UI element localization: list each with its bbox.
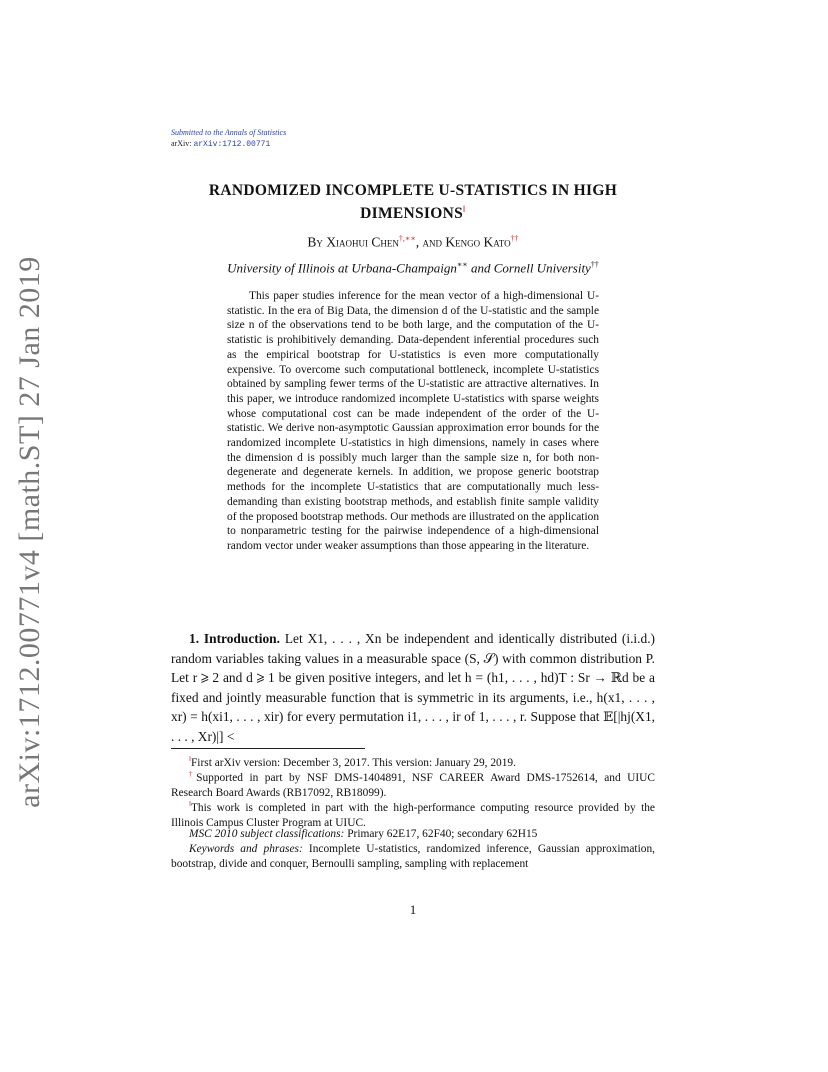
footnote-text: Supported in part by NSF DMS-1404891, NSF CAREER Award DMS-1752614, and UIUC Research Board Awards (RB17092, RB18099). [171, 771, 655, 799]
footnote-item [171, 797, 655, 831]
footnote-text: First arXiv version: December 3, 2017. This version: January 29, 2019. [190, 756, 516, 769]
affiliation-name: Cornell University [493, 260, 591, 276]
arxiv-id-link[interactable]: arXiv:1712.00771 [193, 140, 271, 149]
footnote-text: This work is completed in part with the high-performance computing resource provided by the Illinois Campus Cluster Program at UIUC. [171, 801, 655, 829]
title-line-2 [171, 200, 655, 223]
footnote [171, 797, 655, 831]
introduction-paragraph [171, 629, 655, 747]
msc-text: Primary 62E17, 62F40; secondary 62H15 [347, 828, 538, 840]
arxiv-line [171, 138, 286, 150]
abstract: This paper studies inference for the mean vector of a high-dimensional U-statistic. In the era of Big Data, the dimension d of the U-statistic and the sample size n of the observations tend to be both large, and the computation of the U-statistic is prohibitively demanding. Data-dependent inferential procedures such as the empirical bootstrap for U-statistics is even more computationally expensive. To overcome such computational bottleneck, incomplete U-statistics obtained by sampling fewer terms of the U-statistic are attractive alternatives. In this paper, we introduce randomized incomplete U-statistics with sparse weights whose computational cost can be made independent of the order of the U-statistic. We derive non-asymptotic Gaussian approximation error bounds for the randomized incomplete U-statistics in high dimensions, namely in cases where the dimension d is possibly much larger than the sample size n, for both non-degenerate and degenerate kernels. In addition, we propose generic bootstrap methods for the incomplete U-statistics that are computationally much less-demanding than existing bootstrap methods, and establish finite sample validity of the proposed bootstrap methods. Our methods are illustrated on the application to nonparametric testing for the pairwise independence of a high-dimensional random vector under weaker assumptions than those appearing in the literature. [227, 290, 600, 552]
author-separator: , and [415, 234, 443, 250]
author-line [171, 234, 655, 251]
affiliation-name: University of Illinois at Urbana-Champaign [227, 260, 457, 276]
msc-label: MSC 2010 subject classifications: [189, 828, 345, 840]
footnote-mark: ‖ [189, 800, 191, 808]
author-name: Kengo Kato [445, 234, 511, 250]
keywords-label: Keywords and phrases: [189, 843, 303, 855]
journal-name[interactable]: Submitted to the Annals of Statistics [171, 128, 287, 137]
affiliation-separator: and [470, 260, 491, 276]
page-number: 1 [409, 902, 417, 917]
arxiv-label: arXiv: [171, 139, 192, 148]
affiliation-mark: †† [590, 260, 599, 269]
keywords-text: Incomplete U-statistics, randomized inference, Gaussian approximation, bootstrap, divide and conquer, Bernoulli sampling, sampling with replacement [171, 843, 656, 870]
title-footnote-mark[interactable]: ‖ [463, 204, 466, 214]
msc-classification [171, 827, 655, 842]
arxiv-sidebar-stamp: arXiv:1712.00771v4 [math.ST] 27 Jan 2019 [13, 256, 46, 808]
section-heading: 1. Introduction. [189, 631, 280, 646]
msc-line [171, 827, 655, 842]
journal-header [171, 127, 286, 150]
footnote-mark: ‖ [189, 755, 191, 763]
title-line-2-text: DIMENSIONS [360, 205, 464, 223]
keywords-line [171, 842, 655, 872]
author-name: Xiaohui Chen [326, 234, 399, 250]
footnote-mark: † [189, 770, 197, 778]
affiliation-mark: ∗∗ [456, 260, 468, 269]
keywords [171, 842, 655, 872]
paper-title [171, 181, 655, 223]
affiliations [171, 260, 655, 276]
footnote-rule [171, 748, 365, 749]
title-line-1: RANDOMIZED INCOMPLETE U-STATISTICS IN HIGH [208, 182, 618, 199]
by-word: By [307, 234, 323, 250]
footnote [171, 767, 655, 801]
footnote-item [171, 767, 655, 801]
author-mark[interactable]: †,∗∗ [398, 234, 416, 243]
introduction-text: Let X1, . . . , Xn be independent and identically distributed (i.i.d.) random variables taking values in a measurable space (S, 𝒮) with common distribution P. Let r ⩾ 2 and d ⩾ 1 be given positive integers, and let h = (h1, . . . , hd)T : Sr → ℝd be a fixed and jointly measurable function that is symmetric in its arguments, i.e., h(x1, . . . , xr) = h(xi1, . . . , xir) for every permutation i1, . . . , ir of 1, . . . , r. Suppose that 𝔼[|hj(X1, . . . , Xr)|] < [171, 631, 655, 744]
author-mark[interactable]: †† [510, 234, 519, 243]
